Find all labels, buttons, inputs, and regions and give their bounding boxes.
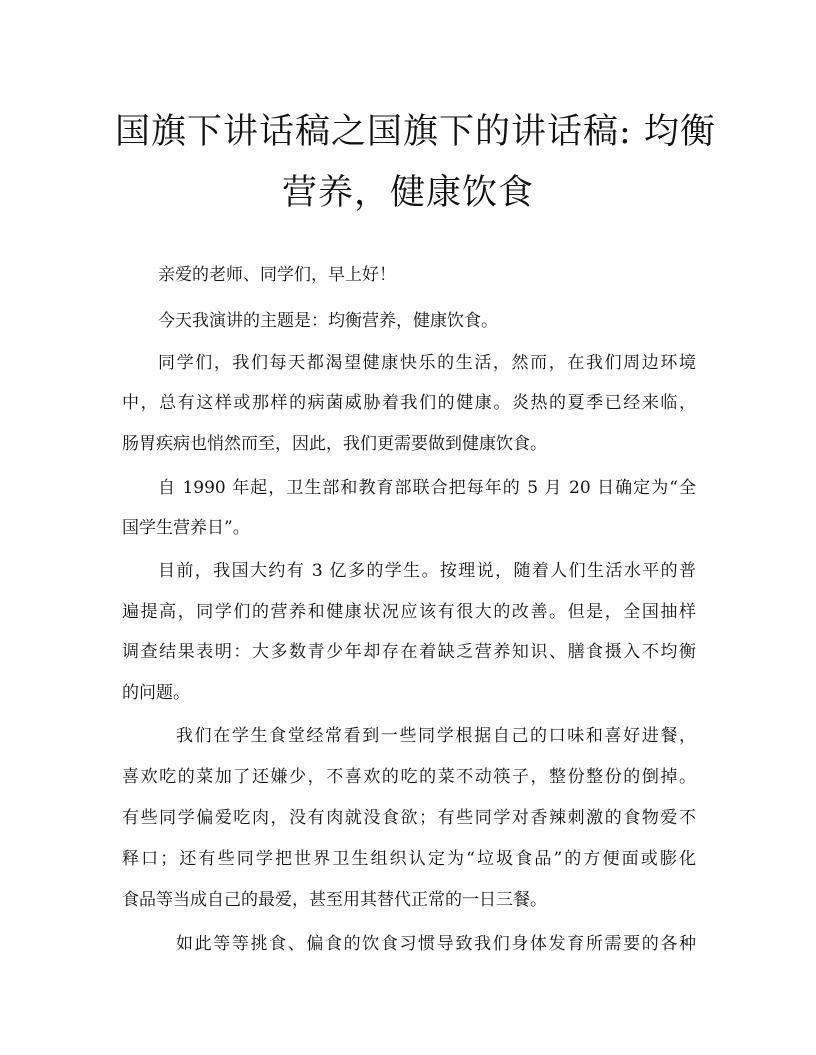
document-title-line-1: 国旗下讲话稿之国旗下的讲话稿: 均衡 <box>115 112 716 152</box>
paragraph-line: 遍提高，同学们的营养和健康状况应该有很大的改善。但是，全国抽样 <box>122 602 696 622</box>
paragraph-line: 有些同学偏爱吃肉，没有肉就没食欲；有些同学对香辣刺激的食物爱不 <box>122 808 696 828</box>
paragraph-line: 食品等当成自己的最爱，甚至用其替代正常的一日三餐。 <box>122 890 547 910</box>
document-title-line-2: 营养，健康饮食 <box>281 173 534 213</box>
paragraph-line: 肠胃疾病也悄然而至，因此，我们更需要做到健康饮食。 <box>122 434 547 454</box>
paragraph-line: 同学们，我们每天都渴望健康快乐的生活，然而，在我们周边环境 <box>158 353 696 373</box>
greeting-line: 亲爱的老师、同学们，早上好！ <box>158 265 396 285</box>
paragraph-line: 喜欢吃的菜加了还嫌少，不喜欢的吃的菜不动筷子，整份整份的倒掉。 <box>122 767 696 787</box>
paragraph-line: 国学生营养日”。 <box>122 518 250 538</box>
paragraph-line: 我们在学生食堂经常看到一些同学根据自己的口味和喜好进餐， <box>176 726 696 746</box>
paragraph-line: 的问题。 <box>122 683 190 703</box>
paragraph-line: 中，总有这样或那样的病菌威胁着我们的健康。炎热的夏季已经来临， <box>122 393 696 413</box>
paragraph-line: 调查结果表明：大多数青少年却存在着缺乏营养知识、膳食摄入不均衡 <box>122 642 696 662</box>
paragraph-line: 如此等等挑食、偏食的饮食习惯导致我们身体发育所需要的各种 <box>176 934 696 954</box>
paragraph-line: 自 1990 年起，卫生部和教育部联合把每年的 5 月 20 日确定为“全 <box>158 478 696 498</box>
topic-line: 今天我演讲的主题是：均衡营养，健康饮食。 <box>158 311 498 331</box>
paragraph-line: 目前，我国大约有 3 亿多的学生。按理说，随着人们生活水平的普 <box>158 561 696 581</box>
paragraph-line: 释口；还有些同学把世界卫生组织认定为“垃圾食品”的方便面或膨化 <box>122 849 696 869</box>
